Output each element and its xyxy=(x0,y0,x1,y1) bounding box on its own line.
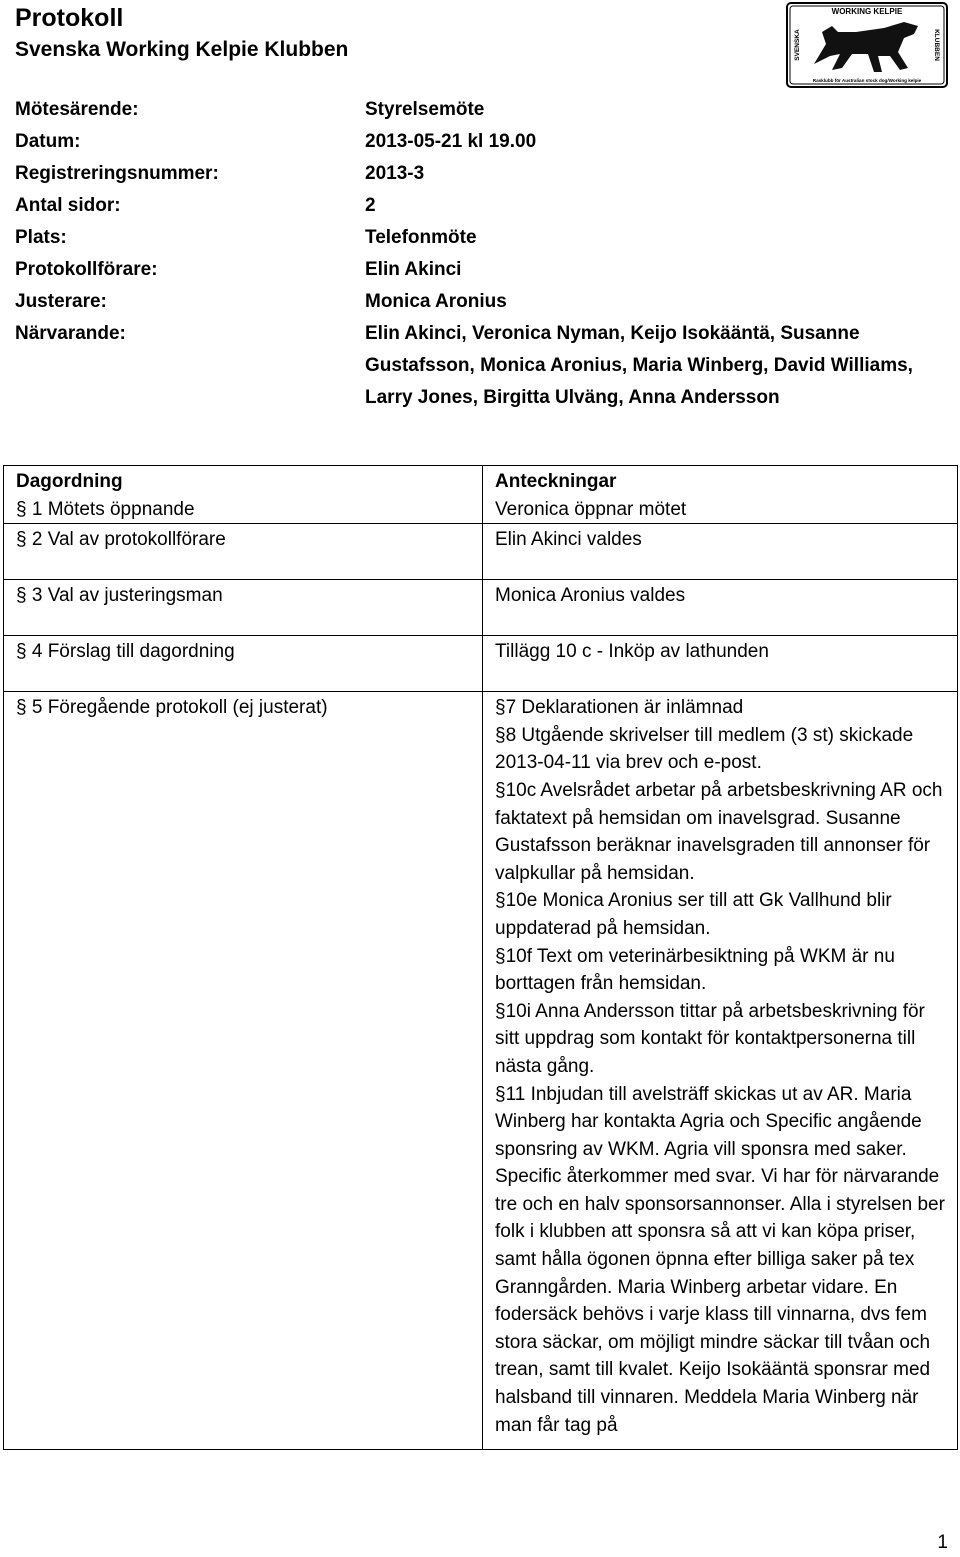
page-number: 1 xyxy=(937,1532,948,1553)
notes-column-header xyxy=(483,466,958,524)
meta-value: 2 xyxy=(365,195,376,216)
note-paragraph: §10f Text om veterinärbesiktning på WKM är nu borttagen från hemsidan. xyxy=(495,945,895,995)
meta-value: Elin Akinci, Veronica Nyman, Keijo Isokääntä, Susanne Gustafsson, Monica Aronius, Maria Winberg, David Williams, Larry Jones, Birgitta Ulväng, Anna Andersson xyxy=(365,323,913,408)
meta-row-adjuster xyxy=(15,286,950,318)
club-logo xyxy=(786,2,948,88)
table-header-row xyxy=(4,466,958,524)
agenda-item: § 5 Föregående protokoll (ej justerat) xyxy=(4,692,483,1450)
meta-row-attendees xyxy=(15,318,950,414)
table-row xyxy=(4,692,958,1450)
agenda-notes: Elin Akinci valdes xyxy=(483,524,958,580)
logo-right-text: KLUBBEN xyxy=(933,29,940,61)
meta-label: Protokollförare: xyxy=(15,259,158,280)
agenda-notes: Veronica öppnar mötet xyxy=(495,498,687,520)
meta-value: Telefonmöte xyxy=(365,227,477,248)
note-paragraph: §8 Utgående skrivelser till medlem (3 st) skickade 2013-04-11 via brev och e-post. xyxy=(495,724,914,774)
meta-value: Monica Aronius xyxy=(365,291,507,312)
note-paragraph: §11 Inbjudan till avelsträff skickas ut av AR. Maria Winberg har kontakta Agria och Specific angående sponsring av WKM. Agria vill sponsra med saker. Specific återkommer med svar. Vi har för närvarande tre och en halv sponsorsannonser. Alla i styrelsen ber folk i klubben att sponsra så att vi kan köpa priser, samt hålla ögonen öpnna efter billiga saker på tex Granngården. Maria Winberg arbetar vidare. En fodersäck behövs i varje klass till vinnarna, dvs fem stora säckar, om möjligt mindre säckar till tvåan och trean, samt till kvalet. Keijo Isokääntä sponsrar med halsband till vinnaren. Meddela Maria Winberg när man får tag på xyxy=(495,1083,945,1436)
meta-label: Närvarande: xyxy=(15,323,126,344)
note-paragraph: §10e Monica Aronius ser till att Gk Vallhund blir uppdaterad på hemsidan. xyxy=(495,890,892,939)
note-paragraph: §7 Deklarationen är inlämnad xyxy=(495,697,744,719)
table-row xyxy=(4,580,958,636)
meta-value: Elin Akinci xyxy=(365,259,462,280)
meta-row-secretary xyxy=(15,254,950,286)
meta-row-pages xyxy=(15,190,950,222)
agenda-notes-block xyxy=(483,692,958,1450)
table-row xyxy=(4,636,958,692)
document-title: Protokoll xyxy=(15,4,124,32)
meta-row-registration xyxy=(15,158,950,190)
meta-label: Plats: xyxy=(15,227,67,248)
agenda-column-header xyxy=(4,466,483,524)
meta-row-meeting-type xyxy=(15,94,950,126)
agenda-item: § 4 Förslag till dagordning xyxy=(4,636,483,692)
agenda-table xyxy=(3,465,958,1450)
table-row xyxy=(4,524,958,580)
agenda-notes: Monica Aronius valdes xyxy=(483,580,958,636)
agenda-notes: Tillägg 10 c - Inköp av lathunden xyxy=(483,636,958,692)
logo-left-text: SVENSKA xyxy=(794,29,801,61)
meta-row-location xyxy=(15,222,950,254)
meta-row-date xyxy=(15,126,950,158)
meeting-details xyxy=(15,94,950,414)
logo-bottom-text: Rasklubb för Australian stock dog/Working kelpie xyxy=(812,78,922,83)
notes-header-label: Anteckningar xyxy=(495,471,617,492)
logo-top-text: WORKING KELPIE xyxy=(831,7,903,16)
meta-label: Datum: xyxy=(15,131,81,152)
agenda-item: § 3 Val av justeringsman xyxy=(4,580,483,636)
meta-label: Antal sidor: xyxy=(15,195,121,216)
note-paragraph: §10c Avelsrådet arbetar på arbetsbeskrivning AR och faktatext på hemsidan om inavelsgrad. Susanne Gustafsson beräknar inavelsgraden till annonser för valpkullar på hemsidan. xyxy=(495,779,943,884)
document-subtitle: Svenska Working Kelpie Klubben xyxy=(15,38,349,61)
meta-value: Styrelsemöte xyxy=(365,99,485,120)
agenda-item: § 1 Mötets öppnande xyxy=(16,498,195,520)
meta-value: 2013-3 xyxy=(365,163,425,184)
agenda-item: § 2 Val av protokollförare xyxy=(4,524,483,580)
meta-label: Justerare: xyxy=(15,291,107,312)
note-paragraph: §10i Anna Andersson tittar på arbetsbeskrivning för sitt uppdrag som kontakt för kontaktpersonerna till nästa gång. xyxy=(495,1000,925,1077)
agenda-header-label: Dagordning xyxy=(16,471,123,492)
meta-label: Mötesärende: xyxy=(15,99,139,120)
meta-value: 2013-05-21 kl 19.00 xyxy=(365,131,537,152)
meta-label: Registreringsnummer: xyxy=(15,163,219,184)
